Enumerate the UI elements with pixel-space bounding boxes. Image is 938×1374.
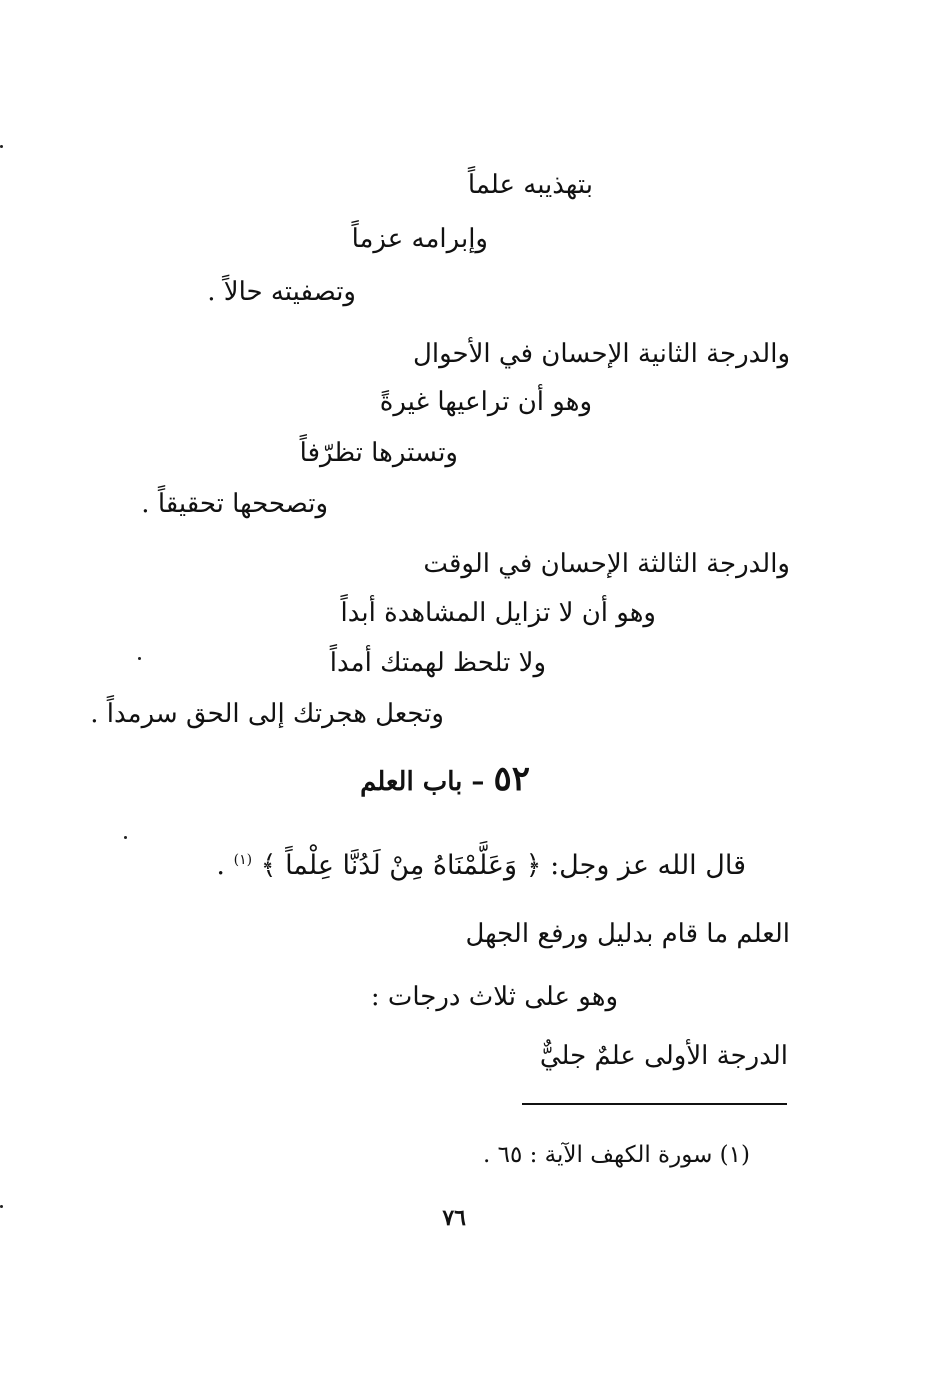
text-line: والدرجة الثانية الإحسان في الأحوال bbox=[412, 339, 790, 369]
scan-speck bbox=[0, 1205, 3, 1208]
quote-end: . bbox=[216, 850, 226, 881]
text-line: وتصححها تحقيقاً . bbox=[141, 489, 328, 519]
page-number: ٧٦ bbox=[442, 1205, 466, 1231]
text-line: بتهذيبه علماً bbox=[467, 170, 593, 200]
text-line: وإبرامه عزماً bbox=[351, 224, 488, 254]
quran-quote bbox=[216, 843, 746, 883]
text-line: وتجعل هجرتك إلى الحق سرمداً . bbox=[90, 699, 444, 729]
text-line: والدرجة الثالثة الإحسان في الوقت bbox=[423, 549, 790, 579]
quote-intro: قال الله عز وجل: bbox=[550, 850, 746, 881]
text-line: العلم ما قام بدليل ورفع الجهل bbox=[465, 919, 790, 949]
footnote-divider bbox=[522, 1103, 787, 1105]
text-line: وهو على ثلاث درجات : bbox=[370, 982, 618, 1012]
text-line: وهو أن لا تزايل المشاهدة أبداً bbox=[340, 598, 656, 628]
footnote: (١) سورة الكهف الآية : ٦٥ . bbox=[482, 1142, 750, 1168]
scan-speck bbox=[138, 657, 141, 660]
text-line: ولا تلحظ لهمتك أمداً bbox=[329, 648, 546, 678]
text-line: وتصفيته حالاً . bbox=[207, 277, 356, 307]
scan-speck bbox=[0, 145, 3, 148]
text-line: وهو أن تراعيها غيرةً bbox=[379, 387, 592, 417]
text-line: الدرجة الأولى علمٌ جليٌّ bbox=[539, 1041, 788, 1071]
scan-speck bbox=[124, 836, 127, 839]
footnote-ref: (١) bbox=[233, 852, 253, 868]
section-heading bbox=[360, 759, 530, 799]
section-number: ٥٢ bbox=[493, 759, 530, 799]
section-title: – باب العلم bbox=[360, 767, 485, 797]
quote-verse: ﴿ وَعَلَّمْنَاهُ مِنْ لَدُنَّا عِلْماً ﴾ bbox=[260, 850, 542, 881]
text-line: وتسترها تظرّفاً bbox=[299, 438, 458, 468]
